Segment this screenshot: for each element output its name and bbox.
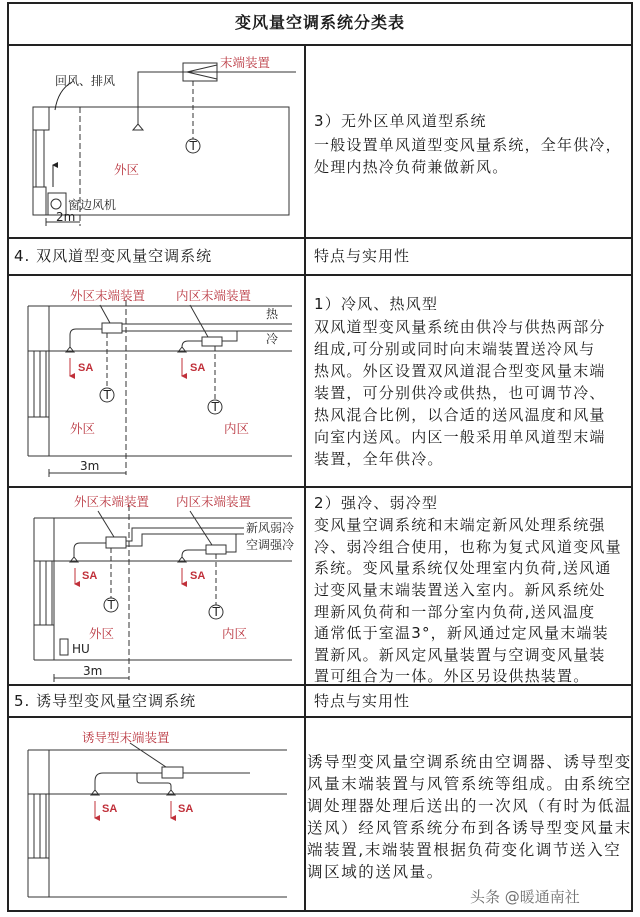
section-header-induction: 5. 诱导型变风量空调系统: [14, 692, 197, 710]
description-line: 向室内送风。内区一般采用单风道型末端: [314, 428, 606, 446]
section-heading: 3）无外区单风道型系统: [314, 112, 487, 130]
description-line: 置可组合为一体。外区另设供热装置。: [314, 667, 590, 685]
terminal-label: 末端装置: [220, 55, 271, 70]
section-header-dual-duct: 4. 双风道型变风量空调系统: [14, 247, 213, 265]
description-line: 诱导型变风量空调系统由空调器、诱导型变: [307, 753, 632, 771]
description-line: 调区域的送风量。: [307, 863, 444, 881]
supply-air-label: SA: [78, 362, 94, 374]
description-line: 送风）经风管系统分布到各诱导型变风量末: [307, 819, 632, 837]
heating-unit-icon: [60, 639, 68, 655]
description-line: 处理内热冷负荷兼做新风。: [314, 158, 509, 176]
description-line: 冷、弱冷组合使用，也称为复式风道变风量: [314, 538, 622, 556]
induction-terminal-label: 诱导型末端装置: [82, 730, 170, 745]
ac-strong-cooling-label: 空调强冷: [246, 538, 295, 552]
diagram-induction: [28, 743, 287, 897]
outer-zone-label: 外区: [70, 421, 96, 436]
thermostat-label: T: [212, 605, 220, 619]
fresh-air-weak-cooling-label: 新风弱冷: [246, 521, 295, 535]
description-line: 系统。变风量系统仅处理室内负荷,送风通: [314, 559, 612, 577]
inner-terminal-label: 内区末端装置: [176, 494, 252, 509]
outer-terminal-label: 外区末端装置: [74, 494, 150, 509]
supply-air-label: SA: [190, 570, 206, 582]
hot-duct-label: 热: [266, 307, 279, 321]
description-line: 过变风量末端装置送入室内。新风系统处: [314, 581, 606, 599]
thermostat-label: T: [211, 400, 219, 414]
description-line: 装置，全年供冷。: [314, 450, 444, 468]
description-line: 热风混合比例，以合适的送风温度和风量: [314, 406, 606, 424]
description-line: 调处理器处理后送出的一次风（有时为低温: [307, 797, 632, 815]
outer-zone-label: 外区: [89, 626, 115, 641]
features-header: 特点与实用性: [314, 247, 411, 265]
dimension-label: 3m: [83, 664, 103, 678]
dimension-label: 2m: [56, 210, 76, 224]
description-line: 理新风负荷和一部分室内负荷,送风温度: [314, 603, 596, 621]
diagram-dual-duct: [28, 300, 292, 477]
description-line: 双风道型变风量系统由供冷与供热两部分: [314, 318, 606, 336]
return-exhaust-label: 回风、排风: [55, 74, 116, 88]
inner-terminal-label: 内区末端装置: [176, 288, 252, 303]
thermostat-label: T: [189, 139, 197, 153]
heating-unit-label: HU: [72, 642, 90, 656]
description-line: 端装置,末端装置根据负荷变化调节送入空: [307, 841, 622, 859]
description-line: 组成,可分别或同时向末端装置送冷风与: [314, 340, 596, 358]
description-line: 热风。外区设置双风道混合型变风量末端: [314, 362, 606, 380]
cold-duct-label: 冷: [266, 332, 279, 346]
description-line: 一般设置单风道型变风量系统，全年供冷，: [314, 136, 622, 154]
supply-air-label: SA: [178, 803, 194, 815]
inner-zone-label: 内区: [224, 421, 250, 436]
description-line: 装置，可分别供冷或供热，也可调节冷、: [314, 384, 606, 402]
description-line: 置新风。新风定风量装置与空调变风量装: [314, 646, 606, 664]
section-heading: 1）冷风、热风型: [314, 295, 439, 313]
outer-zone-label: 外区: [114, 162, 140, 177]
dimension-label: 3m: [80, 459, 100, 473]
description-line: 变风量空调系统和末端定新风处理系统强: [314, 516, 606, 534]
induction-terminal-icon: [162, 767, 183, 778]
features-header: 特点与实用性: [314, 692, 411, 710]
description-line: 风量末端装置与风管系统等组成。由系统空: [307, 775, 632, 793]
inner-zone-label: 内区: [222, 626, 248, 641]
thermostat-label: T: [103, 388, 111, 402]
supply-air-label: SA: [82, 570, 98, 582]
description-line: 通常低于室温3°，新风通过定风量末端装: [314, 624, 609, 642]
supply-air-label: SA: [102, 803, 118, 815]
thermostat-label: T: [107, 598, 115, 612]
window-fan-label: 窗边风机: [68, 198, 117, 212]
outer-terminal-label: 外区末端装置: [70, 288, 146, 303]
table-title: 变风量空调系统分类表: [234, 13, 405, 32]
supply-air-label: SA: [190, 362, 206, 374]
watermark: 头条 @暖通南社: [470, 888, 580, 906]
section-heading: 2）强冷、弱冷型: [314, 494, 439, 512]
